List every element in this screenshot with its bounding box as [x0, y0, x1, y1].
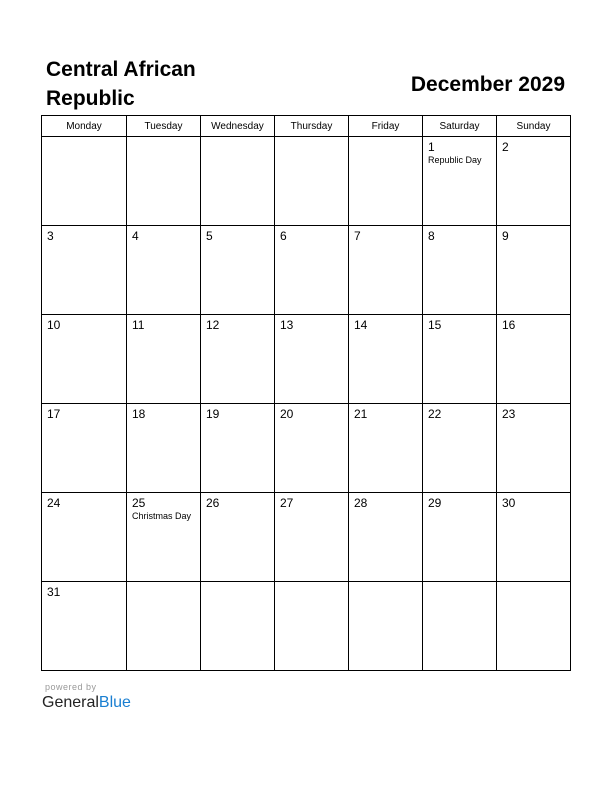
day-cell — [423, 137, 497, 226]
day-number: 27 — [280, 496, 294, 510]
day-cell — [201, 137, 275, 226]
day-number: 16 — [502, 318, 516, 332]
day-number: 7 — [354, 229, 361, 243]
day-number: 30 — [502, 496, 516, 510]
day-cell — [42, 582, 127, 671]
weekday-header: Thursday — [275, 116, 349, 137]
week-row — [42, 315, 571, 404]
day-cell — [423, 315, 497, 404]
day-number: 14 — [354, 318, 368, 332]
day-cell — [42, 137, 127, 226]
day-cell — [275, 315, 349, 404]
day-number: 20 — [280, 407, 294, 421]
generalblue-logo[interactable] — [42, 694, 131, 712]
week-row — [42, 582, 571, 671]
day-number: 26 — [206, 496, 220, 510]
day-cell — [275, 137, 349, 226]
day-cell — [349, 137, 423, 226]
week-row — [42, 226, 571, 315]
weekday-header: Sunday — [497, 116, 571, 137]
day-cell — [201, 226, 275, 315]
day-number: 21 — [354, 407, 368, 421]
day-number: 6 — [280, 229, 287, 243]
weekday-header: Wednesday — [201, 116, 275, 137]
day-cell — [201, 582, 275, 671]
day-cell — [349, 582, 423, 671]
day-number: 12 — [206, 318, 220, 332]
day-number: 10 — [47, 318, 61, 332]
day-number: 3 — [47, 229, 54, 243]
day-cell — [497, 404, 571, 493]
day-number: 17 — [47, 407, 61, 421]
day-cell — [275, 226, 349, 315]
day-number: 5 — [206, 229, 213, 243]
day-cell — [497, 493, 571, 582]
day-cell — [127, 226, 201, 315]
day-number: 13 — [280, 318, 294, 332]
day-cell — [423, 404, 497, 493]
day-cell — [349, 493, 423, 582]
day-number: 9 — [502, 229, 509, 243]
week-row — [42, 137, 571, 226]
week-row — [42, 404, 571, 493]
day-cell — [201, 404, 275, 493]
day-cell — [423, 226, 497, 315]
weekday-header: Saturday — [423, 116, 497, 137]
day-number: 8 — [428, 229, 435, 243]
weekday-header: Monday — [42, 116, 127, 137]
day-cell — [201, 315, 275, 404]
day-number: 28 — [354, 496, 368, 510]
country-title: Central African Republic — [46, 58, 196, 110]
day-cell — [349, 226, 423, 315]
day-cell — [42, 404, 127, 493]
calendar-grid — [41, 115, 571, 671]
day-cell — [349, 404, 423, 493]
day-cell — [42, 493, 127, 582]
day-cell — [275, 493, 349, 582]
brand-general-text: General — [42, 694, 99, 711]
day-cell — [127, 137, 201, 226]
weekday-header: Friday — [349, 116, 423, 137]
day-number: 19 — [206, 407, 220, 421]
week-row — [42, 493, 571, 582]
day-number: 4 — [132, 229, 139, 243]
day-number: 2 — [502, 140, 509, 154]
day-cell — [497, 315, 571, 404]
day-cell — [127, 315, 201, 404]
day-number: 18 — [132, 407, 146, 421]
day-cell — [423, 493, 497, 582]
month-year-title: December 2029 — [410, 73, 565, 96]
day-cell — [127, 404, 201, 493]
day-cell — [349, 315, 423, 404]
day-number: 11 — [132, 318, 145, 332]
day-number: 23 — [502, 407, 516, 421]
day-cell — [42, 315, 127, 404]
day-number: 1 — [428, 140, 435, 154]
powered-by-text: powered by — [45, 682, 97, 692]
holiday-label: Republic Day — [428, 155, 482, 165]
day-number: 29 — [428, 496, 442, 510]
holiday-label: Christmas Day — [132, 511, 192, 521]
day-number: 22 — [428, 407, 442, 421]
day-cell — [275, 404, 349, 493]
day-number: 25 — [132, 496, 146, 510]
day-cell — [42, 226, 127, 315]
brand-blue-text: Blue — [98, 694, 131, 711]
day-cell — [497, 226, 571, 315]
weekday-header: Tuesday — [127, 116, 201, 137]
day-cell — [275, 582, 349, 671]
day-cell — [497, 582, 571, 671]
day-number: 31 — [47, 585, 61, 599]
day-number: 24 — [47, 496, 61, 510]
day-cell — [497, 137, 571, 226]
day-cell — [127, 493, 201, 582]
day-number: 15 — [428, 318, 442, 332]
weekday-header-row — [42, 116, 571, 137]
day-cell — [423, 582, 497, 671]
day-cell — [201, 493, 275, 582]
day-cell — [127, 582, 201, 671]
